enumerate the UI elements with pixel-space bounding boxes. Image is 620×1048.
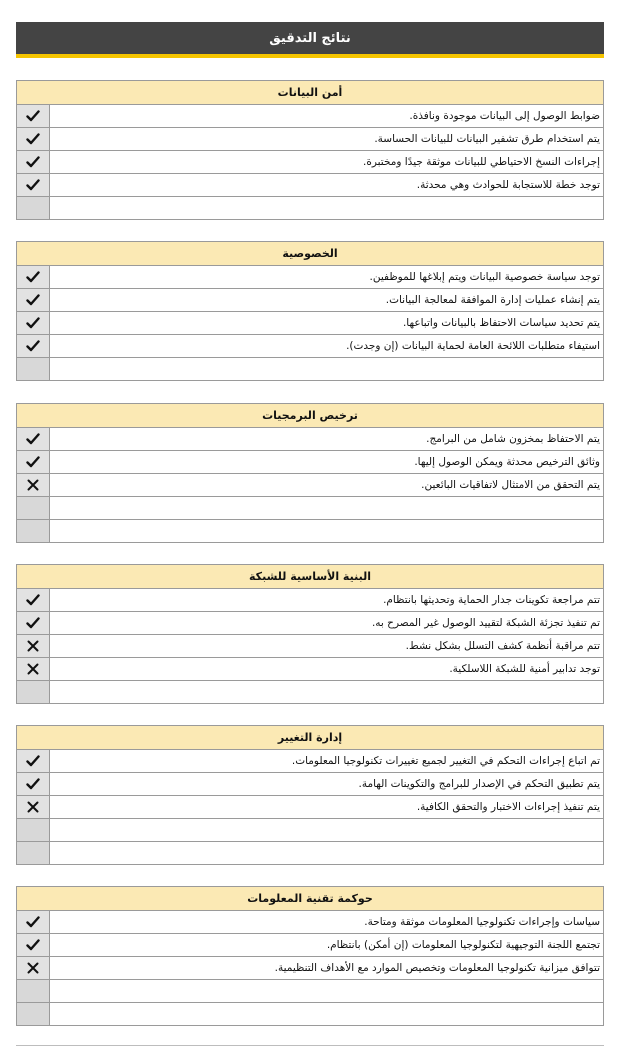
checkmark-icon[interactable] — [17, 428, 50, 450]
checklist-row — [17, 1003, 603, 1025]
checkmark-icon[interactable] — [17, 451, 50, 473]
checklist-item-text — [50, 842, 603, 864]
page-title: نتائج التدقيق — [16, 22, 604, 58]
checklist-row — [17, 934, 603, 957]
checklist-item-text: توجد سياسة خصوصية البيانات ويتم إبلاغها للموظفين. — [369, 271, 600, 283]
checklist-row — [17, 612, 603, 635]
checklist-row — [17, 266, 603, 289]
checklist-item-text — [50, 358, 603, 380]
checklist-item-text: تم اتباع إجراءات التحكم في التغيير لجميع تغييرات تكنولوجيا المعلومات. — [291, 755, 600, 767]
checklist-row — [17, 312, 603, 335]
empty-status-cell[interactable] — [17, 358, 50, 380]
cross-icon[interactable] — [17, 658, 50, 680]
checklist-row — [17, 980, 603, 1003]
checklist-item-text: تتم مراقبة أنظمة كشف التسلل بشكل نشط. — [405, 640, 600, 652]
checklist-item-text — [50, 520, 603, 542]
checkmark-icon[interactable] — [17, 105, 50, 127]
checklist-item-text: إجراءات النسخ الاحتياطي للبيانات موثقة جيدًا ومختبرة. — [362, 156, 600, 168]
checklist-item-text — [50, 819, 603, 841]
checkmark-icon[interactable] — [17, 128, 50, 150]
checkmark-icon[interactable] — [17, 151, 50, 173]
checklist-item-text: تم تنفيذ تجزئة الشبكة لتقييد الوصول غير المصرح به. — [371, 617, 600, 629]
checklist-item-text: تتم مراجعة تكوينات جدار الحماية وتحديثها بانتظام. — [383, 594, 600, 606]
section-title: إدارة التغيير — [17, 726, 603, 750]
checklist-row — [17, 497, 603, 520]
cross-icon[interactable] — [17, 796, 50, 818]
checklist-row — [17, 773, 603, 796]
checkmark-icon[interactable] — [17, 612, 50, 634]
checklist-item-text: يتم تحديد سياسات الاحتفاظ بالبيانات واتباعها. — [402, 317, 600, 329]
checkmark-icon[interactable] — [17, 934, 50, 956]
checklist-row — [17, 957, 603, 980]
checkmark-icon[interactable] — [17, 911, 50, 933]
audit-section — [16, 403, 604, 543]
checkmark-icon[interactable] — [17, 335, 50, 357]
checkmark-icon[interactable] — [17, 773, 50, 795]
checklist-row — [17, 451, 603, 474]
checklist-item-text: يتم التحقق من الامتثال لاتفاقيات البائعين. — [421, 479, 600, 491]
cross-icon[interactable] — [17, 635, 50, 657]
checklist-row — [17, 174, 603, 197]
checklist-row — [17, 750, 603, 773]
audit-section — [16, 725, 604, 865]
footer-divider — [16, 1045, 604, 1046]
checklist-row — [17, 474, 603, 497]
checklist-row — [17, 358, 603, 380]
audit-section — [16, 564, 604, 704]
checklist-item-text: توجد خطة للاستجابة للحوادث وهي محدثة. — [416, 179, 600, 191]
empty-status-cell[interactable] — [17, 681, 50, 703]
checklist-row — [17, 796, 603, 819]
section-title: حوكمة تقنية المعلومات — [17, 887, 603, 911]
audit-section — [16, 886, 604, 1026]
checklist-item-text — [50, 1003, 603, 1025]
checklist-item-text: وثائق الترخيص محدثة ويمكن الوصول إليها. — [414, 456, 600, 468]
checklist-row — [17, 911, 603, 934]
checklist-row — [17, 658, 603, 681]
checklist-item-text: تجتمع اللجنة التوجيهية لتكنولوجيا المعلومات (إن أمكن) بانتظام. — [326, 939, 600, 951]
checklist-item-text: يتم تطبيق التحكم في الإصدار للبرامج والتكوينات الهامة. — [358, 778, 600, 790]
checklist-row — [17, 335, 603, 358]
empty-status-cell[interactable] — [17, 1003, 50, 1025]
section-title: ترخيص البرمجيات — [17, 404, 603, 428]
cross-icon[interactable] — [17, 474, 50, 496]
checkmark-icon[interactable] — [17, 589, 50, 611]
checkmark-icon[interactable] — [17, 289, 50, 311]
empty-status-cell[interactable] — [17, 520, 50, 542]
empty-status-cell[interactable] — [17, 980, 50, 1002]
checklist-row — [17, 589, 603, 612]
checklist-row — [17, 105, 603, 128]
checklist-item-text: استيفاء متطلبات اللائحة العامة لحماية البيانات (إن وجدت). — [346, 340, 600, 352]
checklist-row — [17, 842, 603, 864]
checklist-item-text — [50, 681, 603, 703]
section-title: الخصوصية — [17, 242, 603, 266]
cross-icon[interactable] — [17, 957, 50, 979]
checklist-item-text — [50, 497, 603, 519]
checklist-item-text: توجد تدابير أمنية للشبكة اللاسلكية. — [449, 663, 600, 675]
checklist-row — [17, 289, 603, 312]
checklist-item-text: تتوافق ميزانية تكنولوجيا المعلومات وتخصيص الموارد مع الأهداف التنظيمية. — [274, 962, 600, 974]
checklist-item-text: سياسات وإجراءات تكنولوجيا المعلومات موثقة ومتاحة. — [364, 916, 600, 928]
checklist-row — [17, 128, 603, 151]
empty-status-cell[interactable] — [17, 197, 50, 219]
section-title: أمن البيانات — [17, 81, 603, 105]
checkmark-icon[interactable] — [17, 312, 50, 334]
checklist-row — [17, 428, 603, 451]
checkmark-icon[interactable] — [17, 750, 50, 772]
checklist-row — [17, 819, 603, 842]
checkmark-icon[interactable] — [17, 266, 50, 288]
empty-status-cell[interactable] — [17, 497, 50, 519]
section-title: البنية الأساسية للشبكة — [17, 565, 603, 589]
checklist-row — [17, 635, 603, 658]
checklist-item-text: يتم استخدام طرق تشفير البيانات للبيانات الحساسة. — [374, 133, 600, 145]
checklist-item-text: ضوابط الوصول إلى البيانات موجودة ونافذة. — [409, 110, 600, 122]
audit-section — [16, 80, 604, 220]
empty-status-cell[interactable] — [17, 842, 50, 864]
checklist-item-text — [50, 197, 603, 219]
checklist-row — [17, 151, 603, 174]
audit-section — [16, 241, 604, 381]
checklist-item-text: يتم إنشاء عمليات إدارة الموافقة لمعالجة البيانات. — [385, 294, 600, 306]
checklist-item-text: يتم الاحتفاظ بمخزون شامل من البرامج. — [426, 433, 600, 445]
checklist-row — [17, 520, 603, 542]
checkmark-icon[interactable] — [17, 174, 50, 196]
empty-status-cell[interactable] — [17, 819, 50, 841]
checklist-item-text — [50, 980, 603, 1002]
checklist-item-text: يتم تنفيذ إجراءات الاختبار والتحقق الكافية. — [416, 801, 600, 813]
checklist-row — [17, 197, 603, 219]
checklist-row — [17, 681, 603, 703]
